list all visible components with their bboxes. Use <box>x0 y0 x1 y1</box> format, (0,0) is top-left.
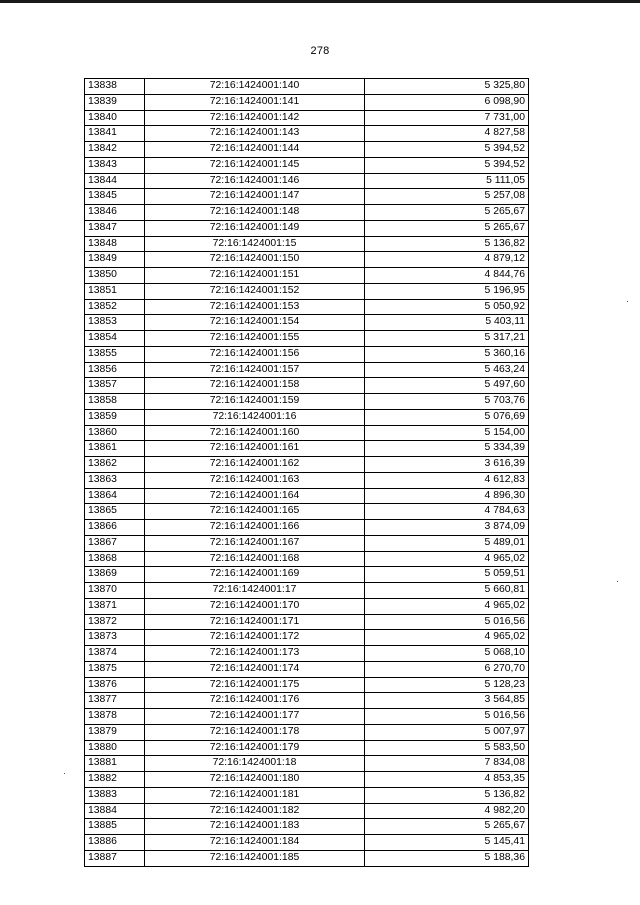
cadastral-id-cell: 72:16:1424001:182 <box>145 803 365 819</box>
row-number-cell: 13855 <box>85 346 145 362</box>
cadastral-id-cell: 72:16:1424001:147 <box>145 189 365 205</box>
row-number-cell: 13878 <box>85 709 145 725</box>
cadastral-id-cell: 72:16:1424001:168 <box>145 551 365 567</box>
cadastral-id-cell: 72:16:1424001:169 <box>145 567 365 583</box>
value-cell: 5 076,69 <box>365 409 529 425</box>
cadastral-id-cell: 72:16:1424001:15 <box>145 236 365 252</box>
cadastral-id-cell: 72:16:1424001:178 <box>145 724 365 740</box>
table-row <box>85 441 529 457</box>
value-cell: 3 616,39 <box>365 457 529 473</box>
value-cell: 4 879,12 <box>365 252 529 268</box>
value-cell: 5 325,80 <box>365 79 529 95</box>
row-number-cell: 13843 <box>85 157 145 173</box>
value-cell: 4 965,02 <box>365 598 529 614</box>
cadastral-id-cell: 72:16:1424001:179 <box>145 740 365 756</box>
cadastral-id-cell: 72:16:1424001:162 <box>145 457 365 473</box>
row-number-cell: 13856 <box>85 362 145 378</box>
table-row <box>85 677 529 693</box>
cadastral-id-cell: 72:16:1424001:175 <box>145 677 365 693</box>
cadastral-id-cell: 72:16:1424001:140 <box>145 79 365 95</box>
row-number-cell: 13869 <box>85 567 145 583</box>
cadastral-id-cell: 72:16:1424001:180 <box>145 772 365 788</box>
scan-mark: · <box>626 296 629 306</box>
value-cell: 5 188,36 <box>365 850 529 866</box>
row-number-cell: 13885 <box>85 819 145 835</box>
value-cell: 5 068,10 <box>365 646 529 662</box>
cadastral-id-cell: 72:16:1424001:143 <box>145 126 365 142</box>
table-row <box>85 346 529 362</box>
cadastral-id-cell: 72:16:1424001:18 <box>145 756 365 772</box>
cadastral-id-cell: 72:16:1424001:171 <box>145 614 365 630</box>
value-cell: 3 564,85 <box>365 693 529 709</box>
table-body <box>85 79 529 867</box>
row-number-cell: 13860 <box>85 425 145 441</box>
cadastral-id-cell: 72:16:1424001:153 <box>145 299 365 315</box>
table-row <box>85 630 529 646</box>
page-top-rule <box>0 0 640 3</box>
value-cell: 4 965,02 <box>365 630 529 646</box>
table-row <box>85 803 529 819</box>
table-row <box>85 299 529 315</box>
table-row <box>85 614 529 630</box>
row-number-cell: 13859 <box>85 409 145 425</box>
table-row <box>85 535 529 551</box>
value-cell: 6 098,90 <box>365 94 529 110</box>
row-number-cell: 13882 <box>85 772 145 788</box>
value-cell: 5 154,00 <box>365 425 529 441</box>
cadastral-id-cell: 72:16:1424001:156 <box>145 346 365 362</box>
scan-mark: · <box>63 768 66 778</box>
cadastral-id-cell: 72:16:1424001:142 <box>145 110 365 126</box>
value-cell: 5 317,21 <box>365 331 529 347</box>
row-number-cell: 13876 <box>85 677 145 693</box>
value-cell: 4 844,76 <box>365 268 529 284</box>
table-row <box>85 268 529 284</box>
value-cell: 5 111,05 <box>365 173 529 189</box>
value-cell: 5 128,23 <box>365 677 529 693</box>
row-number-cell: 13846 <box>85 205 145 221</box>
page-number: 278 <box>310 45 330 57</box>
value-cell: 4 965,02 <box>365 551 529 567</box>
table-row <box>85 362 529 378</box>
row-number-cell: 13866 <box>85 520 145 536</box>
cadastral-id-cell: 72:16:1424001:16 <box>145 409 365 425</box>
value-cell: 5 583,50 <box>365 740 529 756</box>
row-number-cell: 13886 <box>85 835 145 851</box>
cadastral-id-cell: 72:16:1424001:154 <box>145 315 365 331</box>
value-cell: 4 853,35 <box>365 772 529 788</box>
cadastral-id-cell: 72:16:1424001:161 <box>145 441 365 457</box>
table-row <box>85 551 529 567</box>
table-row <box>85 220 529 236</box>
value-cell: 5 265,67 <box>365 819 529 835</box>
cadastral-id-cell: 72:16:1424001:151 <box>145 268 365 284</box>
row-number-cell: 13857 <box>85 378 145 394</box>
value-cell: 5 196,95 <box>365 283 529 299</box>
value-cell: 7 731,00 <box>365 110 529 126</box>
row-number-cell: 13848 <box>85 236 145 252</box>
table-row <box>85 252 529 268</box>
cadastral-id-cell: 72:16:1424001:184 <box>145 835 365 851</box>
row-number-cell: 13839 <box>85 94 145 110</box>
cadastral-id-cell: 72:16:1424001:160 <box>145 425 365 441</box>
value-cell: 5 265,67 <box>365 205 529 221</box>
row-number-cell: 13870 <box>85 583 145 599</box>
table-row <box>85 583 529 599</box>
table-row <box>85 236 529 252</box>
cadastral-id-cell: 72:16:1424001:172 <box>145 630 365 646</box>
row-number-cell: 13840 <box>85 110 145 126</box>
cadastral-id-cell: 72:16:1424001:148 <box>145 205 365 221</box>
table-row <box>85 835 529 851</box>
row-number-cell: 13879 <box>85 724 145 740</box>
table-row <box>85 157 529 173</box>
table-row <box>85 457 529 473</box>
row-number-cell: 13875 <box>85 661 145 677</box>
cadastral-id-cell: 72:16:1424001:144 <box>145 142 365 158</box>
row-number-cell: 13842 <box>85 142 145 158</box>
row-number-cell: 13864 <box>85 488 145 504</box>
row-number-cell: 13844 <box>85 173 145 189</box>
table-row <box>85 772 529 788</box>
value-cell: 5 489,01 <box>365 535 529 551</box>
table-row <box>85 504 529 520</box>
table-row <box>85 709 529 725</box>
cadastral-id-cell: 72:16:1424001:183 <box>145 819 365 835</box>
cadastral-id-cell: 72:16:1424001:185 <box>145 850 365 866</box>
value-cell: 4 896,30 <box>365 488 529 504</box>
value-cell: 3 874,09 <box>365 520 529 536</box>
value-cell: 5 016,56 <box>365 709 529 725</box>
cadastral-id-cell: 72:16:1424001:170 <box>145 598 365 614</box>
row-number-cell: 13852 <box>85 299 145 315</box>
cadastral-id-cell: 72:16:1424001:149 <box>145 220 365 236</box>
row-number-cell: 13850 <box>85 268 145 284</box>
table-row <box>85 488 529 504</box>
cadastral-id-cell: 72:16:1424001:173 <box>145 646 365 662</box>
value-cell: 5 403,11 <box>365 315 529 331</box>
cadastre-table <box>84 78 529 867</box>
table-row <box>85 173 529 189</box>
row-number-cell: 13874 <box>85 646 145 662</box>
cadastral-id-cell: 72:16:1424001:167 <box>145 535 365 551</box>
value-cell: 5 394,52 <box>365 142 529 158</box>
cadastral-id-cell: 72:16:1424001:181 <box>145 787 365 803</box>
row-number-cell: 13872 <box>85 614 145 630</box>
table-row <box>85 189 529 205</box>
table-row <box>85 394 529 410</box>
value-cell: 5 136,82 <box>365 236 529 252</box>
row-number-cell: 13865 <box>85 504 145 520</box>
value-cell: 5 007,97 <box>365 724 529 740</box>
table-row <box>85 693 529 709</box>
row-number-cell: 13853 <box>85 315 145 331</box>
table-row <box>85 819 529 835</box>
row-number-cell: 13884 <box>85 803 145 819</box>
row-number-cell: 13867 <box>85 535 145 551</box>
table-row <box>85 409 529 425</box>
row-number-cell: 13871 <box>85 598 145 614</box>
value-cell: 4 827,58 <box>365 126 529 142</box>
value-cell: 5 050,92 <box>365 299 529 315</box>
table-row <box>85 425 529 441</box>
value-cell: 5 497,60 <box>365 378 529 394</box>
cadastral-id-cell: 72:16:1424001:176 <box>145 693 365 709</box>
table-row <box>85 661 529 677</box>
cadastral-id-cell: 72:16:1424001:165 <box>145 504 365 520</box>
table-row <box>85 598 529 614</box>
cadastral-id-cell: 72:16:1424001:174 <box>145 661 365 677</box>
scan-mark: · <box>616 576 619 586</box>
row-number-cell: 13880 <box>85 740 145 756</box>
cadastral-id-cell: 72:16:1424001:164 <box>145 488 365 504</box>
row-number-cell: 13849 <box>85 252 145 268</box>
value-cell: 5 145,41 <box>365 835 529 851</box>
table-row <box>85 756 529 772</box>
row-number-cell: 13851 <box>85 283 145 299</box>
cadastral-id-cell: 72:16:1424001:145 <box>145 157 365 173</box>
row-number-cell: 13861 <box>85 441 145 457</box>
table-row <box>85 520 529 536</box>
cadastral-id-cell: 72:16:1424001:166 <box>145 520 365 536</box>
table-row <box>85 142 529 158</box>
value-cell: 5 360,16 <box>365 346 529 362</box>
cadastral-id-cell: 72:16:1424001:141 <box>145 94 365 110</box>
value-cell: 4 784,63 <box>365 504 529 520</box>
cadastral-id-cell: 72:16:1424001:157 <box>145 362 365 378</box>
value-cell: 5 265,67 <box>365 220 529 236</box>
table-row <box>85 472 529 488</box>
value-cell: 4 612,83 <box>365 472 529 488</box>
row-number-cell: 13881 <box>85 756 145 772</box>
table-row <box>85 646 529 662</box>
value-cell: 7 834,08 <box>365 756 529 772</box>
table-row <box>85 205 529 221</box>
row-number-cell: 13877 <box>85 693 145 709</box>
value-cell: 5 334,39 <box>365 441 529 457</box>
value-cell: 5 016,56 <box>365 614 529 630</box>
row-number-cell: 13868 <box>85 551 145 567</box>
cadastral-id-cell: 72:16:1424001:152 <box>145 283 365 299</box>
value-cell: 5 394,52 <box>365 157 529 173</box>
table-row <box>85 378 529 394</box>
cadastral-id-cell: 72:16:1424001:17 <box>145 583 365 599</box>
cadastral-id-cell: 72:16:1424001:159 <box>145 394 365 410</box>
value-cell: 5 463,24 <box>365 362 529 378</box>
cadastral-id-cell: 72:16:1424001:155 <box>145 331 365 347</box>
table-row <box>85 331 529 347</box>
cadastral-id-cell: 72:16:1424001:146 <box>145 173 365 189</box>
value-cell: 5 257,08 <box>365 189 529 205</box>
value-cell: 6 270,70 <box>365 661 529 677</box>
cadastral-id-cell: 72:16:1424001:158 <box>145 378 365 394</box>
row-number-cell: 13838 <box>85 79 145 95</box>
table-row <box>85 79 529 95</box>
table-row <box>85 724 529 740</box>
row-number-cell: 13883 <box>85 787 145 803</box>
table-row <box>85 283 529 299</box>
row-number-cell: 13863 <box>85 472 145 488</box>
table-row <box>85 787 529 803</box>
table-row <box>85 567 529 583</box>
cadastral-id-cell: 72:16:1424001:150 <box>145 252 365 268</box>
cadastral-id-cell: 72:16:1424001:163 <box>145 472 365 488</box>
value-cell: 5 059,51 <box>365 567 529 583</box>
row-number-cell: 13858 <box>85 394 145 410</box>
row-number-cell: 13847 <box>85 220 145 236</box>
row-number-cell: 13854 <box>85 331 145 347</box>
row-number-cell: 13887 <box>85 850 145 866</box>
value-cell: 5 660,81 <box>365 583 529 599</box>
table-row <box>85 110 529 126</box>
cadastral-id-cell: 72:16:1424001:177 <box>145 709 365 725</box>
table-row <box>85 850 529 866</box>
table-row <box>85 94 529 110</box>
value-cell: 4 982,20 <box>365 803 529 819</box>
row-number-cell: 13845 <box>85 189 145 205</box>
value-cell: 5 703,76 <box>365 394 529 410</box>
row-number-cell: 13841 <box>85 126 145 142</box>
row-number-cell: 13873 <box>85 630 145 646</box>
row-number-cell: 13862 <box>85 457 145 473</box>
table-row <box>85 315 529 331</box>
table-row <box>85 740 529 756</box>
table-row <box>85 126 529 142</box>
value-cell: 5 136,82 <box>365 787 529 803</box>
